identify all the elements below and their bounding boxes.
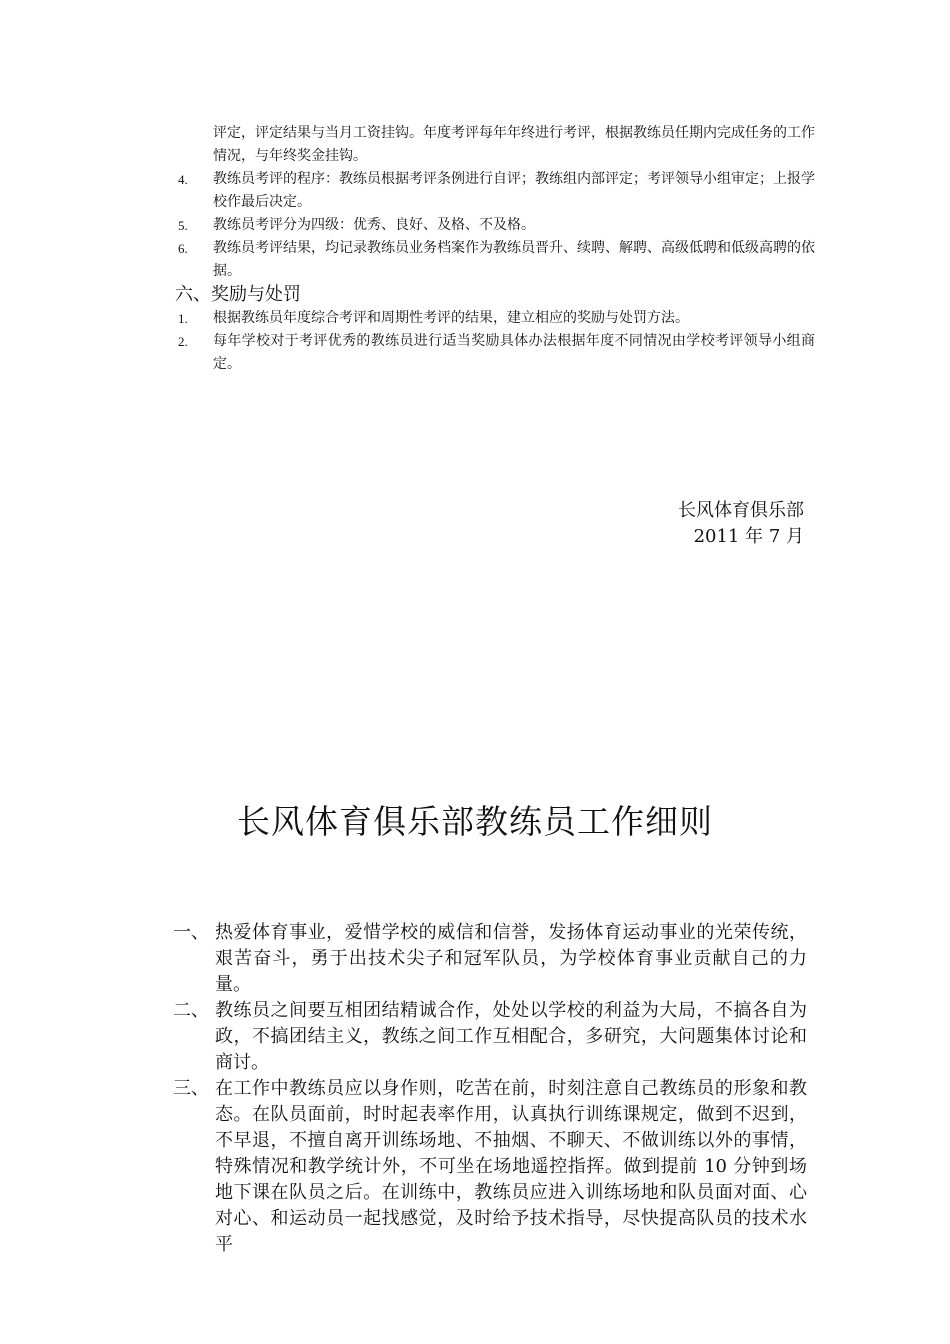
rule-item-3: [175, 1076, 807, 1258]
list-number: 5.: [178, 218, 188, 233]
list-item-4: [175, 168, 815, 214]
rule-item-1: [175, 920, 807, 998]
work-rules-section: [175, 920, 807, 1258]
list-text: 教练员考评结果，均记录教练员业务档案作为教练员晋升、续聘、解聘、高级低聘和低级高聘的依据。: [213, 240, 815, 279]
rule-number: 二、: [173, 1000, 209, 1021]
rule-text: 在工作中教练员应以身作则，吃苦在前，时刻注意自己教练员的形象和教态。在队员面前，时时起表率作用，认真执行训练课规定，做到不迟到，不早退，不擅自离开训练场地、不抽烟、不聊天、不做训练以外的事情，特殊情况和教学统计外，不可坐在场地遥控指挥。做到提前 10 分钟到场地下课在队员之后。在训练中，教练员应进入训练场地和队员面对面、心对心、和运动员一起找感觉，及时给予技术指导，尽快提高队员的技术水平: [215, 1078, 807, 1255]
document-title: 长风体育俱乐部教练员工作细则: [237, 802, 713, 841]
list-text: 每年学校对于考评优秀的教练员进行适当奖励具体办法根据年度不同情况由学校考评领导小组商定。: [213, 333, 815, 372]
list-item-reward-2: [175, 330, 815, 376]
rule-text: 热爱体育事业，爱惜学校的威信和信誉，发扬体育运动事业的光荣传统，艰苦奋斗，勇于出技术尖子和冠军队员，为学校体育事业贡献自己的力量。: [215, 922, 807, 995]
rule-text: 教练员之间要互相团结精诚合作，处处以学校的利益为大局，不搞各自为政，不搞团结主义，教练之间工作互相配合，多研究，大问题集体讨论和商讨。: [215, 1000, 807, 1073]
rule-number: 一、: [173, 922, 209, 943]
rule-item-2: [175, 998, 807, 1076]
section-heading-rewards: 六、奖励与处罚: [175, 284, 301, 305]
rule-number: 三、: [173, 1078, 209, 1099]
evaluation-section: [175, 122, 815, 376]
list-number: 4.: [178, 172, 188, 187]
signature-org: 长风体育俱乐部: [678, 500, 804, 521]
list-text: 教练员考评的程序：教练员根据考评条例进行自评；教练组内部评定；考评领导小组审定；上报学校作最后决定。: [213, 171, 815, 210]
signature-block: [678, 498, 804, 550]
list-item-reward-1: [175, 307, 815, 330]
signature-date: 2011 年 7 月: [693, 526, 804, 547]
list-text: 教练员考评分为四级：优秀、良好、及格、不及格。: [213, 217, 535, 233]
list-text: 根据教练员年度综合考评和周期性考评的结果，建立相应的奖励与处罚方法。: [213, 310, 689, 326]
list-number: 6.: [178, 241, 188, 256]
continuation-paragraph: 评定，评定结果与当月工资挂钩。年度考评每年年终进行考评，根据教练员任期内完成任务的工作情况，与年终奖金挂钩。: [213, 125, 815, 164]
list-item-6: [175, 237, 815, 283]
list-item-5: [175, 214, 815, 237]
list-number: 2.: [178, 334, 188, 349]
list-number: 1.: [178, 311, 188, 326]
